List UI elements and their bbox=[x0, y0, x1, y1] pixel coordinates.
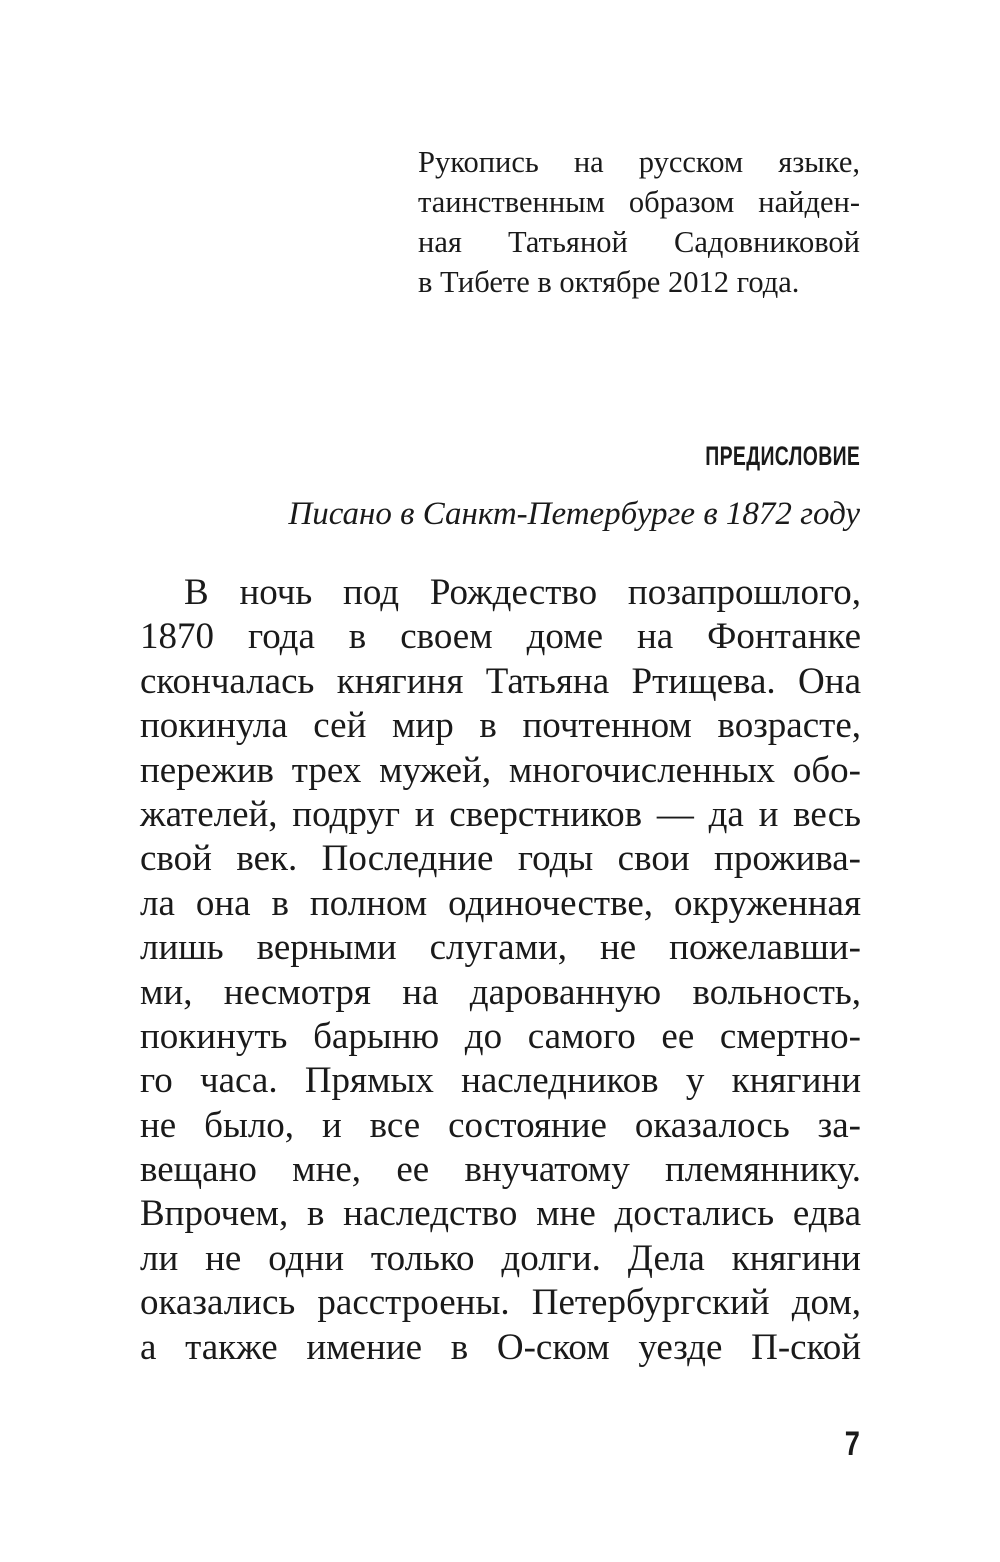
body-line: 1870 года в своем доме на Фонтанке bbox=[140, 616, 861, 658]
body-line: вещано мне, ее внучатому племяннику. bbox=[140, 1149, 861, 1191]
body-line: лишь верными слугами, не пожелавши- bbox=[140, 927, 861, 969]
chapter-subheading: Писано в Санкт-Петербурге в 1872 году bbox=[288, 496, 860, 532]
body-line: жателей, подруг и сверстников — да и весь bbox=[140, 793, 861, 835]
page-number: 7 bbox=[844, 1425, 860, 1463]
body-line: покинуть барыню до самого ее смертно- bbox=[140, 1015, 861, 1057]
body-line: покинула сей мир в почтенном возрасте, bbox=[140, 705, 861, 747]
body-line: го часа. Прямых наследников у княгини bbox=[140, 1060, 861, 1102]
chapter-heading: ПРЕДИСЛОВИЕ bbox=[705, 441, 860, 471]
body-line: скончалась княгиня Татьяна Ртищева. Она bbox=[140, 660, 861, 702]
body-line: ли не одни только долги. Дела княгини bbox=[140, 1237, 861, 1279]
epigraph-line: Рукопись на русском языке, bbox=[418, 145, 860, 179]
epigraph-line: в Тибете в октябре 2012 года. bbox=[418, 265, 800, 299]
body-line: не было, и все состояние оказалось за- bbox=[140, 1104, 861, 1146]
body-line: пережив трех мужей, многочисленных обо- bbox=[140, 749, 861, 791]
epigraph-line: таинственным образом найден- bbox=[418, 185, 860, 219]
body-line: а также имение в О-ском уезде П-ской bbox=[140, 1326, 861, 1368]
body-line: Впрочем, в наследство мне достались едва bbox=[140, 1193, 861, 1235]
body-line: ла она в полном одиночестве, окруженная bbox=[140, 882, 861, 924]
body-line: свой век. Последние годы свои прожива- bbox=[140, 838, 861, 880]
epigraph-line: ная Татьяной Садовниковой bbox=[418, 225, 860, 259]
body-paragraph bbox=[140, 571, 861, 1370]
body-line: оказались расстроены. Петербургский дом, bbox=[140, 1282, 861, 1324]
body-line: В ночь под Рождество позапрошлого, bbox=[184, 572, 861, 613]
body-line: ми, несмотря на дарованную вольность, bbox=[140, 971, 861, 1013]
epigraph bbox=[418, 142, 860, 302]
